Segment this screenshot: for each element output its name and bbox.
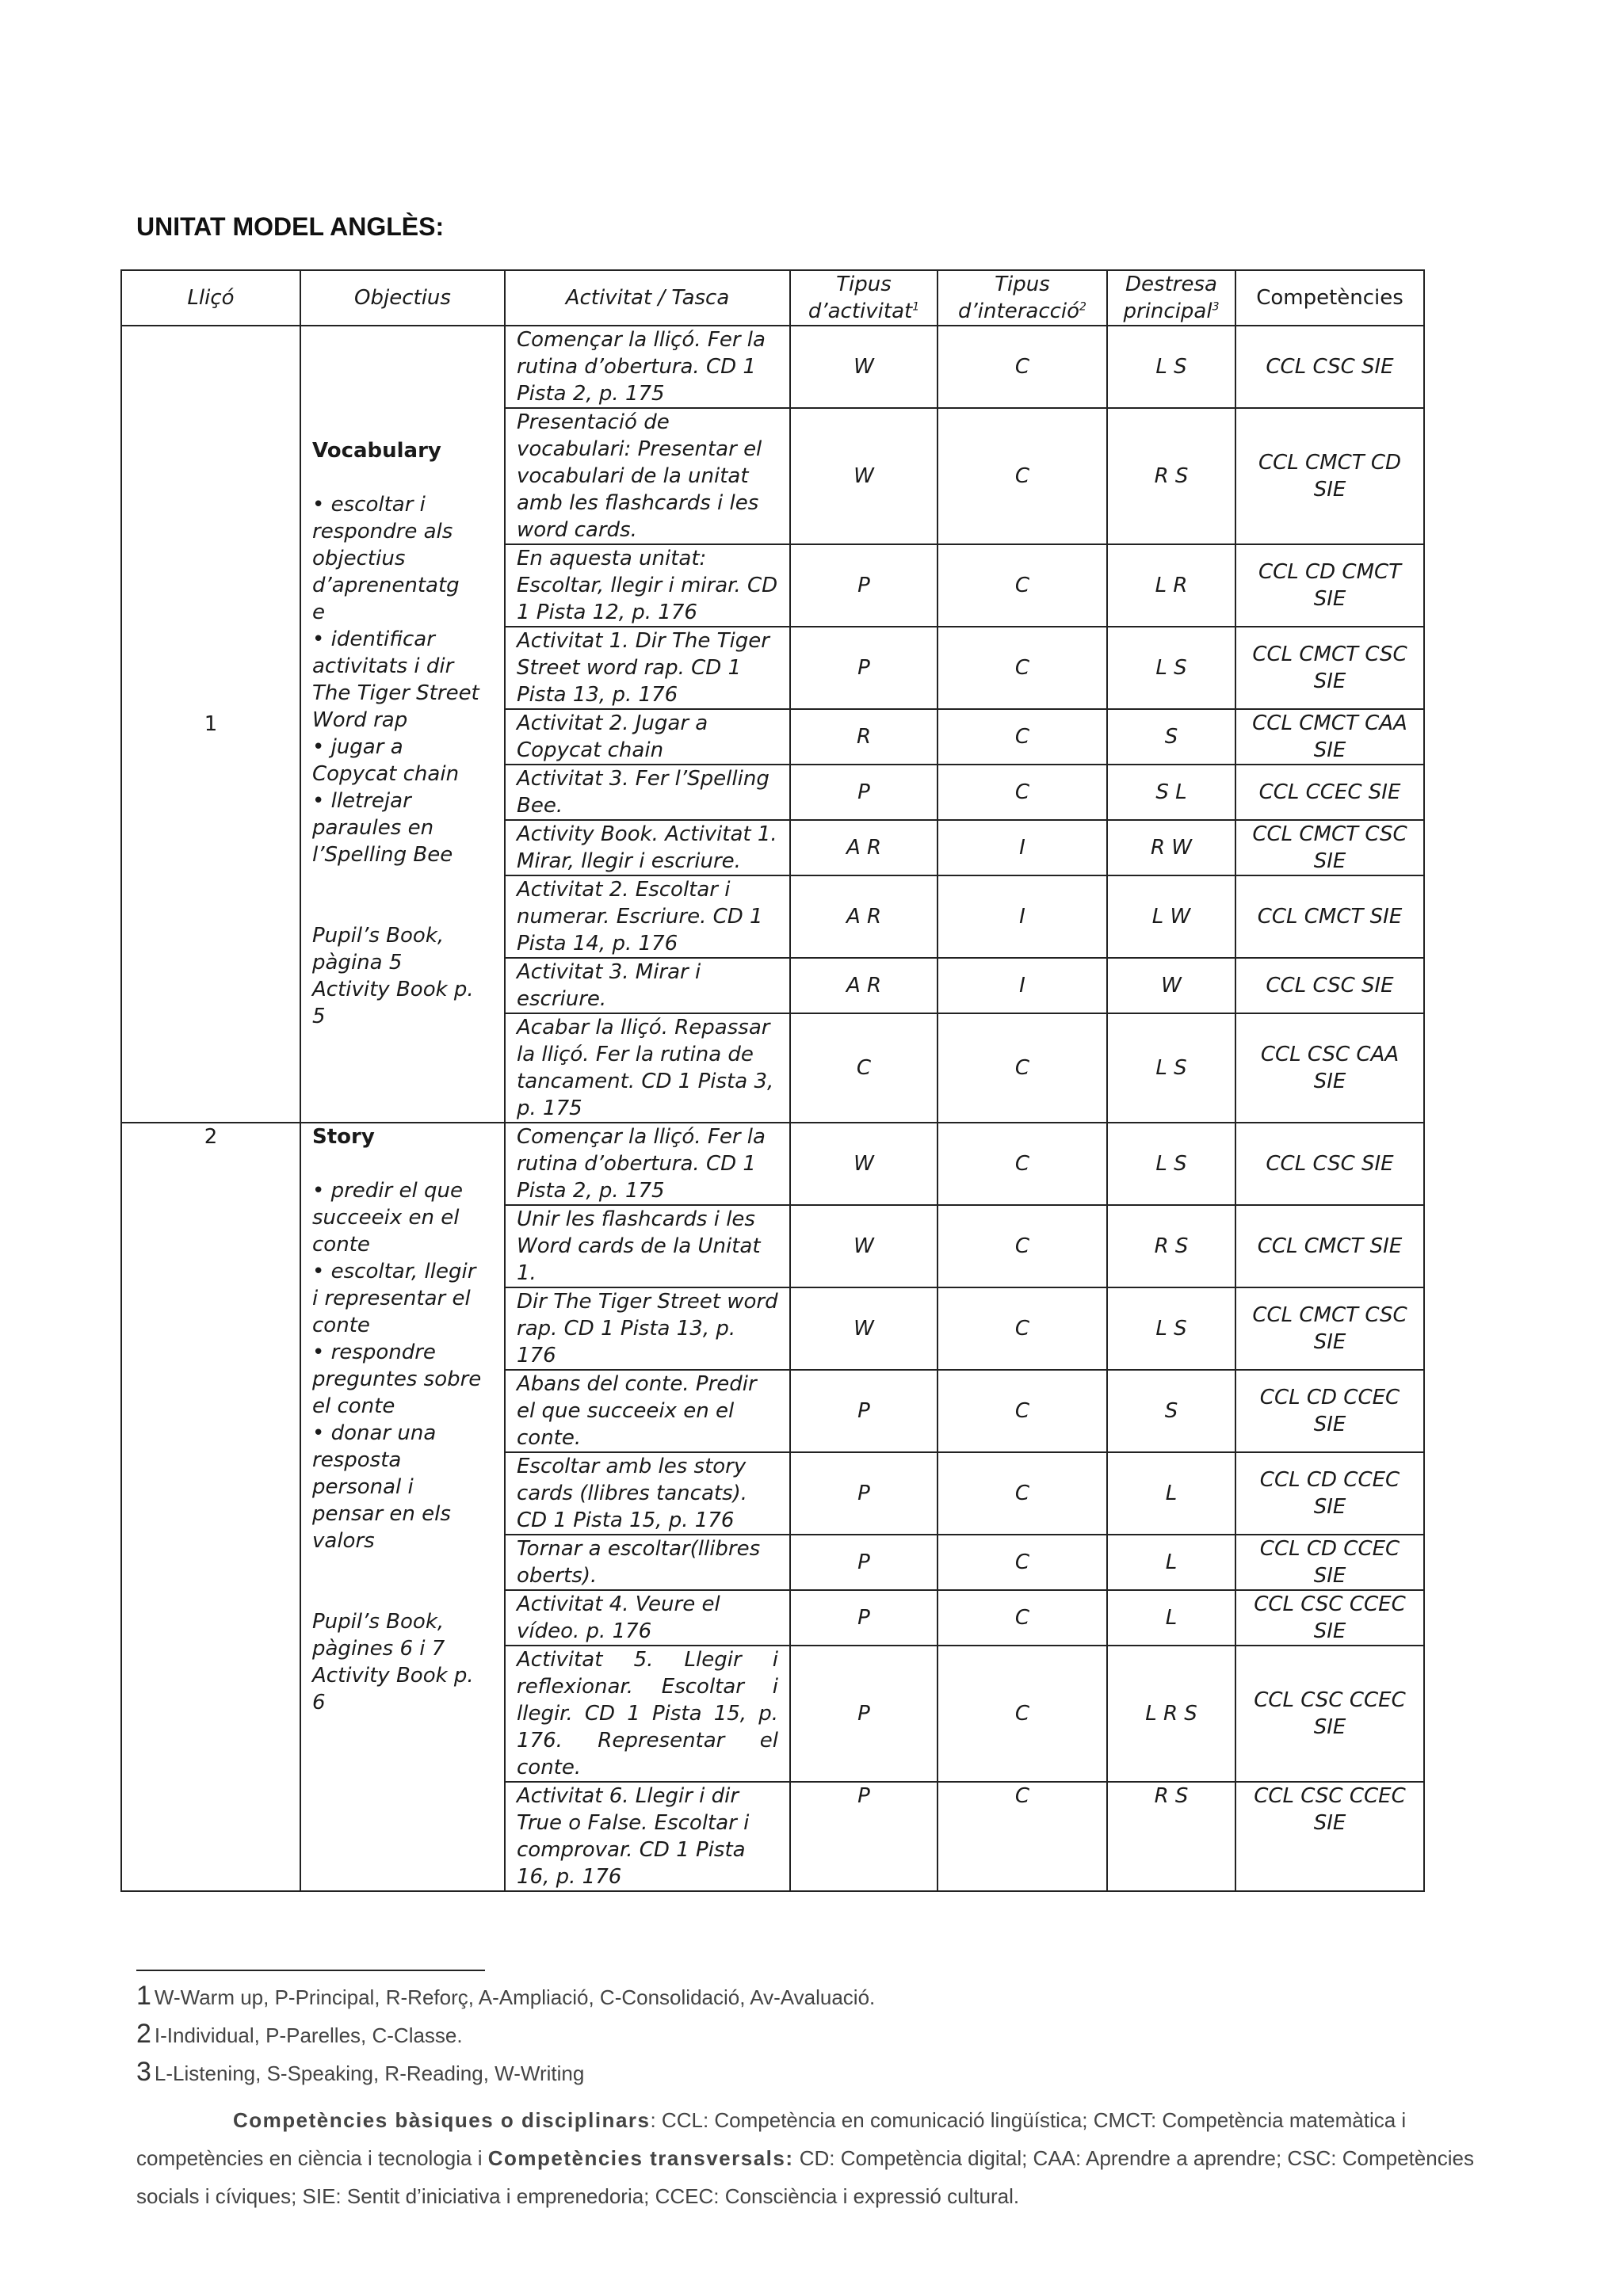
competencies-cell: CCL CSC SIE [1235, 326, 1424, 408]
objective-line: d’aprenentatg [312, 574, 460, 597]
interaction-type-cell: C [938, 1452, 1107, 1535]
competencies-note: Competències bàsiques o disciplinars: CCL: Competència en comunicació lingüística; CMCT: Competència matemàtica i competències en ciència i tecnologia i Competències transversals: CD: Competència digital; CAA: Aprendre a aprendre; CSC: Competències socials i cíviques; SIE: Sentit d’iniciativa i emprenedoria; CCEC: Consciència i expressió cultural. [136, 2108, 1474, 2208]
interaction-type-cell: C [938, 408, 1107, 544]
activity-type-cell: A R [790, 958, 938, 1013]
competencies-cell: CCL CMCT CAA SIE [1235, 709, 1424, 765]
activity-type-cell: P [790, 1370, 938, 1452]
main-skill-cell: L S [1107, 1013, 1235, 1123]
activity-cell: Començar la lliçó. Fer la rutina d’obertura. CD 1 Pista 2, p. 175 [505, 1123, 790, 1205]
objective-line: • lletrejar [312, 789, 411, 813]
competencies-cell: CCL CMCT CSC SIE [1235, 820, 1424, 875]
page-title: UNITAT MODEL ANGLÈS: [136, 212, 445, 241]
competencies-cell: CCL CSC CCEC SIE [1235, 1782, 1424, 1891]
objective-line: conte [312, 1233, 370, 1257]
footnote-2: 2 I-Individual, P-Parelles, C-Classe. [136, 2019, 463, 2049]
header-destresa: Destresa principal$^3$ [1107, 270, 1235, 326]
objective-line: • escoltar i [312, 493, 426, 517]
objective-line: preguntes sobre [312, 1367, 482, 1391]
objective-line: valors [312, 1529, 375, 1553]
objective-reference: Activity Book p. [312, 1664, 474, 1688]
main-skill-cell: R S [1107, 1205, 1235, 1287]
activity-cell: Presentació de vocabulari: Presentar el vocabulari de la unitat amb les flashcards i les word cards. [505, 408, 790, 544]
activity-cell: Activitat 6. Llegir i dir True o False. Escoltar i comprovar. CD 1 Pista 16, p. 176 [505, 1782, 790, 1891]
objective-line: resposta [312, 1448, 402, 1472]
header-tipus-activitat: Tipus d’activitat$^1$ [790, 270, 938, 326]
lesson-number: 1 [121, 326, 300, 1123]
competencies-cell: CCL CMCT CSC SIE [1235, 1287, 1424, 1370]
table-header-row [121, 270, 1424, 326]
objective-heading: Vocabulary [312, 439, 441, 463]
competencies-cell: CCL CMCT SIE [1235, 1205, 1424, 1287]
lesson-number: 2 [121, 1123, 300, 1891]
unit-table [120, 269, 1425, 1892]
lesson-objectives [300, 1123, 505, 1891]
objective-reference: 6 [312, 1691, 326, 1714]
header-llico: Lliçó [121, 270, 300, 326]
activity-cell: Activitat 2. Jugar a Copycat chain [505, 709, 790, 765]
competencies-cell: CCL CSC CCEC SIE [1235, 1646, 1424, 1782]
competencies-cell: CCL CD CMCT SIE [1235, 544, 1424, 627]
interaction-type-cell: C [938, 1013, 1107, 1123]
interaction-type-cell: C [938, 765, 1107, 820]
objective-line: • respondre [312, 1341, 436, 1364]
objective-reference: Pupil’s Book, [312, 924, 445, 948]
main-skill-cell: L [1107, 1535, 1235, 1590]
objective-line: Copycat chain [312, 762, 460, 786]
objective-line: respondre als [312, 520, 453, 543]
activity-cell: Escoltar amb les story cards (llibres tancats). CD 1 Pista 15, p. 176 [505, 1452, 790, 1535]
objective-line: personal i [312, 1475, 414, 1499]
competencies-cell: CCL CSC SIE [1235, 958, 1424, 1013]
activity-cell: En aquesta unitat: Escoltar, llegir i mirar. CD 1 Pista 12, p. 176 [505, 544, 790, 627]
main-skill-cell: S L [1107, 765, 1235, 820]
activity-type-cell: R [790, 709, 938, 765]
objective-line: • identificar [312, 627, 435, 651]
main-skill-cell: L R S [1107, 1646, 1235, 1782]
header-objectius: Objectius [300, 270, 505, 326]
activity-cell: Dir The Tiger Street word rap. CD 1 Pista 13, p. 176 [505, 1287, 790, 1370]
interaction-type-cell: I [938, 875, 1107, 958]
competencies-cell: CCL CMCT SIE [1235, 875, 1424, 958]
activity-type-cell: P [790, 1590, 938, 1646]
interaction-type-cell: C [938, 1123, 1107, 1205]
header-competencies: Competències [1235, 270, 1424, 326]
objective-line: e [312, 601, 325, 624]
interaction-type-cell: C [938, 709, 1107, 765]
objective-line: Word rap [312, 708, 408, 732]
objective-line: succeeix en el [312, 1206, 460, 1230]
activity-cell: Unir les flashcards i les Word cards de la Unitat 1. [505, 1205, 790, 1287]
activity-type-cell: W [790, 408, 938, 544]
objective-line: objectius [312, 547, 406, 570]
objective-line: i representar el [312, 1287, 471, 1310]
interaction-type-cell: C [938, 1370, 1107, 1452]
main-skill-cell: S [1107, 1370, 1235, 1452]
activity-cell: Activitat 5. Llegir i reflexionar. Escoltar i llegir. CD 1 Pista 15, p. 176. Representar el conte. [505, 1646, 790, 1782]
objective-line: el conte [312, 1394, 395, 1418]
activity-type-cell: W [790, 326, 938, 408]
footnote-3: 3 L-Listening, S-Speaking, R-Reading, W-Writing [136, 2057, 585, 2087]
activity-type-cell: C [790, 1013, 938, 1123]
header-activitat: Activitat / Tasca [505, 270, 790, 326]
objective-line: l’Spelling Bee [312, 843, 453, 867]
interaction-type-cell: C [938, 1646, 1107, 1782]
activity-cell: Activitat 1. Dir The Tiger Street word rap. CD 1 Pista 13, p. 176 [505, 627, 790, 709]
main-skill-cell: L [1107, 1452, 1235, 1535]
competencies-cell: CCL CSC CAA SIE [1235, 1013, 1424, 1123]
table-row [121, 1123, 1424, 1205]
footnote-1: 1 W-Warm up, P-Principal, R-Reforç, A-Ampliació, C-Consolidació, Av-Avaluació. [136, 1981, 876, 2011]
main-skill-cell: L W [1107, 875, 1235, 958]
activity-type-cell: W [790, 1287, 938, 1370]
competencies-cell: CCL CD CCEC SIE [1235, 1452, 1424, 1535]
competencies-cell: CCL CD CCEC SIE [1235, 1535, 1424, 1590]
objective-line: activitats i dir [312, 654, 454, 678]
activity-type-cell: W [790, 1123, 938, 1205]
competencies-cell: CCL CSC CCEC SIE [1235, 1590, 1424, 1646]
main-skill-cell: L R [1107, 544, 1235, 627]
activity-cell: Abans del conte. Predir el que succeeix en el conte. [505, 1370, 790, 1452]
activity-type-cell: P [790, 1452, 938, 1535]
interaction-type-cell: C [938, 1205, 1107, 1287]
activity-cell: Començar la lliçó. Fer la rutina d’obertura. CD 1 Pista 2, p. 175 [505, 326, 790, 408]
activity-type-cell: A R [790, 820, 938, 875]
objective-reference: 5 [312, 1005, 326, 1028]
activity-type-cell: P [790, 627, 938, 709]
activity-type-cell: P [790, 544, 938, 627]
competencies-cell: CCL CD CCEC SIE [1235, 1370, 1424, 1452]
objective-reference: pàgines 6 i 7 [312, 1637, 445, 1661]
activity-cell: Activity Book. Activitat 1. Mirar, llegir i escriure. [505, 820, 790, 875]
interaction-type-cell: C [938, 627, 1107, 709]
interaction-type-cell: C [938, 1782, 1107, 1891]
interaction-type-cell: C [938, 326, 1107, 408]
activity-cell: Acabar la lliçó. Repassar la lliçó. Fer la rutina de tancament. CD 1 Pista 3, p. 175 [505, 1013, 790, 1123]
objective-line: The Tiger Street [312, 681, 479, 705]
header-tipus-interaccio: Tipus d’interacció$^2$ [938, 270, 1107, 326]
competencies-cell: CCL CCEC SIE [1235, 765, 1424, 820]
activity-type-cell: A R [790, 875, 938, 958]
lesson-objectives [300, 326, 505, 1123]
objective-heading: Story [312, 1125, 375, 1149]
footnote-divider [136, 1970, 485, 1971]
competencies-cell: CCL CMCT CD SIE [1235, 408, 1424, 544]
activity-cell: Activitat 4. Veure el vídeo. p. 176 [505, 1590, 790, 1646]
objective-line: • escoltar, llegir [312, 1260, 476, 1283]
main-skill-cell: R S [1107, 1782, 1235, 1891]
main-skill-cell: W [1107, 958, 1235, 1013]
activity-cell: Tornar a escoltar(llibres oberts). [505, 1535, 790, 1590]
activity-cell: Activitat 3. Fer l’Spelling Bee. [505, 765, 790, 820]
activity-cell: Activitat 3. Mirar i escriure. [505, 958, 790, 1013]
competencies-cell: CCL CSC SIE [1235, 1123, 1424, 1205]
interaction-type-cell: C [938, 544, 1107, 627]
interaction-type-cell: I [938, 820, 1107, 875]
activity-type-cell: P [790, 1782, 938, 1891]
objective-line: • jugar a [312, 735, 403, 759]
activity-type-cell: P [790, 765, 938, 820]
table-body [121, 326, 1424, 1891]
main-skill-cell: L S [1107, 1123, 1235, 1205]
table-row [121, 326, 1424, 408]
competencies-cell: CCL CMCT CSC SIE [1235, 627, 1424, 709]
main-skill-cell: R S [1107, 408, 1235, 544]
objective-line: • predir el que [312, 1179, 463, 1203]
interaction-type-cell: C [938, 1535, 1107, 1590]
interaction-type-cell: I [938, 958, 1107, 1013]
activity-type-cell: P [790, 1646, 938, 1782]
main-skill-cell: L S [1107, 326, 1235, 408]
main-skill-cell: L S [1107, 1287, 1235, 1370]
activity-cell: Activitat 2. Escoltar i numerar. Escriure. CD 1 Pista 14, p. 176 [505, 875, 790, 958]
objective-line: paraules en [312, 816, 434, 840]
objective-reference: pàgina 5 [312, 951, 403, 974]
main-skill-cell: R W [1107, 820, 1235, 875]
activity-type-cell: P [790, 1535, 938, 1590]
activity-type-cell: W [790, 1205, 938, 1287]
objective-line: • donar una [312, 1421, 437, 1445]
main-skill-cell: L [1107, 1590, 1235, 1646]
main-skill-cell: S [1107, 709, 1235, 765]
objective-line: conte [312, 1314, 370, 1337]
objective-reference: Activity Book p. [312, 978, 474, 1001]
interaction-type-cell: C [938, 1590, 1107, 1646]
objective-reference: Pupil’s Book, [312, 1610, 445, 1634]
main-skill-cell: L S [1107, 627, 1235, 709]
interaction-type-cell: C [938, 1287, 1107, 1370]
objective-line: pensar en els [312, 1502, 451, 1526]
